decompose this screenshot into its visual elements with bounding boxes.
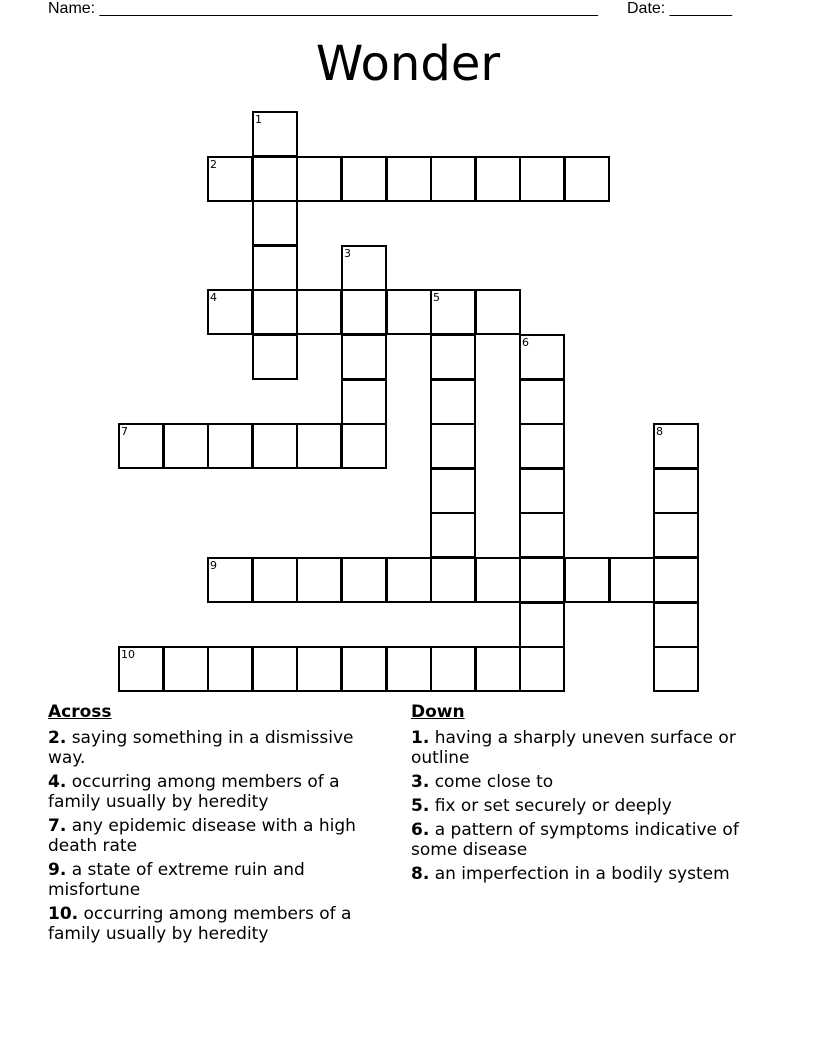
grid-cell[interactable]: [341, 423, 387, 469]
grid-cell[interactable]: [430, 379, 476, 425]
across-clue: [48, 816, 388, 856]
grid-cell[interactable]: [430, 512, 476, 558]
grid-cell[interactable]: [475, 646, 521, 692]
down-clue: [411, 864, 751, 884]
grid-cell[interactable]: [341, 334, 387, 380]
clue-number: 4.: [48, 772, 67, 792]
grid-cell[interactable]: [519, 334, 565, 380]
grid-cell[interactable]: [296, 423, 342, 469]
grid-cell[interactable]: [653, 557, 699, 603]
grid-cell[interactable]: [341, 379, 387, 425]
grid-cell[interactable]: [475, 289, 521, 335]
clue-text: having a sharply uneven surface or outline: [411, 728, 736, 768]
grid-cell[interactable]: [207, 156, 253, 202]
across-clue: [48, 860, 388, 900]
grid-cell[interactable]: [653, 602, 699, 648]
clue-number: 3.: [411, 772, 430, 792]
across-clues: [48, 702, 388, 948]
clue-text: occurring among members of a family usually by heredity: [48, 772, 340, 812]
cell-number: 6: [522, 336, 529, 349]
grid-cell[interactable]: [207, 289, 253, 335]
grid-cell[interactable]: [252, 334, 298, 380]
puzzle-title: Wonder: [315, 36, 501, 92]
grid-cell[interactable]: [207, 646, 253, 692]
grid-cell[interactable]: [252, 289, 298, 335]
grid-cell[interactable]: [386, 557, 432, 603]
grid-cell[interactable]: [341, 245, 387, 291]
grid-cell[interactable]: [519, 557, 565, 603]
across-heading: Across: [48, 702, 112, 722]
grid-cell[interactable]: [386, 646, 432, 692]
across-clue: [48, 904, 388, 944]
grid-cell[interactable]: [341, 646, 387, 692]
clue-text: a state of extreme ruin and misfortune: [48, 860, 305, 900]
name-field: Name: ________________________________________________________: [48, 0, 598, 17]
grid-cell[interactable]: [653, 646, 699, 692]
cell-number: 4: [210, 291, 217, 304]
grid-cell[interactable]: [296, 646, 342, 692]
grid-cell[interactable]: [519, 156, 565, 202]
grid-cell[interactable]: [163, 423, 209, 469]
cell-number: 2: [210, 158, 217, 171]
grid-cell[interactable]: [252, 646, 298, 692]
grid-cell[interactable]: [296, 156, 342, 202]
clue-text: an imperfection in a bodily system: [434, 864, 730, 884]
grid-cell[interactable]: [386, 289, 432, 335]
down-clues: [411, 702, 751, 888]
cell-number: 1: [255, 113, 262, 126]
grid-cell[interactable]: [341, 289, 387, 335]
grid-cell[interactable]: [252, 200, 298, 246]
grid-cell[interactable]: [430, 289, 476, 335]
across-clue: [48, 772, 388, 812]
cell-number: 5: [433, 291, 440, 304]
grid-cell[interactable]: [118, 646, 164, 692]
grid-cell[interactable]: [118, 423, 164, 469]
cell-number: 9: [210, 559, 217, 572]
grid-cell[interactable]: [519, 512, 565, 558]
grid-cell[interactable]: [252, 423, 298, 469]
grid-cell[interactable]: [653, 423, 699, 469]
grid-cell[interactable]: [386, 156, 432, 202]
cell-number: 8: [656, 425, 663, 438]
cell-number: 7: [121, 425, 128, 438]
clue-number: 8.: [411, 864, 430, 884]
down-heading: Down: [411, 702, 465, 722]
down-clue: [411, 728, 751, 768]
grid-cell[interactable]: [564, 557, 610, 603]
grid-cell[interactable]: [475, 156, 521, 202]
grid-cell[interactable]: [430, 334, 476, 380]
grid-cell[interactable]: [430, 646, 476, 692]
clue-text: come close to: [434, 772, 554, 792]
clue-number: 9.: [48, 860, 67, 880]
across-clue: [48, 728, 388, 768]
down-clue: [411, 796, 751, 816]
clue-text: fix or set securely or deeply: [434, 796, 672, 816]
grid-cell[interactable]: [430, 156, 476, 202]
grid-cell[interactable]: [519, 602, 565, 648]
grid-cell[interactable]: [653, 512, 699, 558]
grid-cell[interactable]: [252, 557, 298, 603]
clue-number: 10.: [48, 904, 79, 924]
cell-number: 10: [121, 648, 135, 661]
grid-cell[interactable]: [163, 646, 209, 692]
date-field: Date: _______: [627, 0, 732, 17]
grid-cell[interactable]: [430, 468, 476, 514]
clue-number: 5.: [411, 796, 430, 816]
grid-cell[interactable]: [519, 423, 565, 469]
grid-cell[interactable]: [296, 289, 342, 335]
clue-text: a pattern of symptoms indicative of some disease: [411, 820, 739, 860]
grid-cell[interactable]: [252, 111, 298, 157]
grid-cell[interactable]: [207, 423, 253, 469]
grid-cell[interactable]: [207, 557, 253, 603]
clue-number: 7.: [48, 816, 67, 836]
clue-number: 6.: [411, 820, 430, 840]
down-clue: [411, 820, 751, 860]
grid-cell[interactable]: [430, 423, 476, 469]
clue-number: 1.: [411, 728, 430, 748]
grid-cell[interactable]: [475, 557, 521, 603]
grid-cell[interactable]: [430, 557, 476, 603]
grid-cell[interactable]: [252, 156, 298, 202]
grid-cell[interactable]: [341, 156, 387, 202]
grid-cell[interactable]: [564, 156, 610, 202]
grid-cell[interactable]: [252, 245, 298, 291]
clue-text: any epidemic disease with a high death rate: [48, 816, 356, 856]
grid-cell[interactable]: [519, 379, 565, 425]
cell-number: 3: [344, 247, 351, 260]
clue-number: 2.: [48, 728, 67, 748]
grid-cell[interactable]: [519, 646, 565, 692]
clue-text: saying something in a dismissive way.: [48, 728, 354, 768]
grid-cell[interactable]: [296, 557, 342, 603]
grid-cell[interactable]: [653, 468, 699, 514]
grid-cell[interactable]: [519, 468, 565, 514]
grid-cell[interactable]: [341, 557, 387, 603]
grid-cell[interactable]: [609, 557, 655, 603]
clue-text: occurring among members of a family usually by heredity: [48, 904, 352, 944]
down-clue: [411, 772, 751, 792]
